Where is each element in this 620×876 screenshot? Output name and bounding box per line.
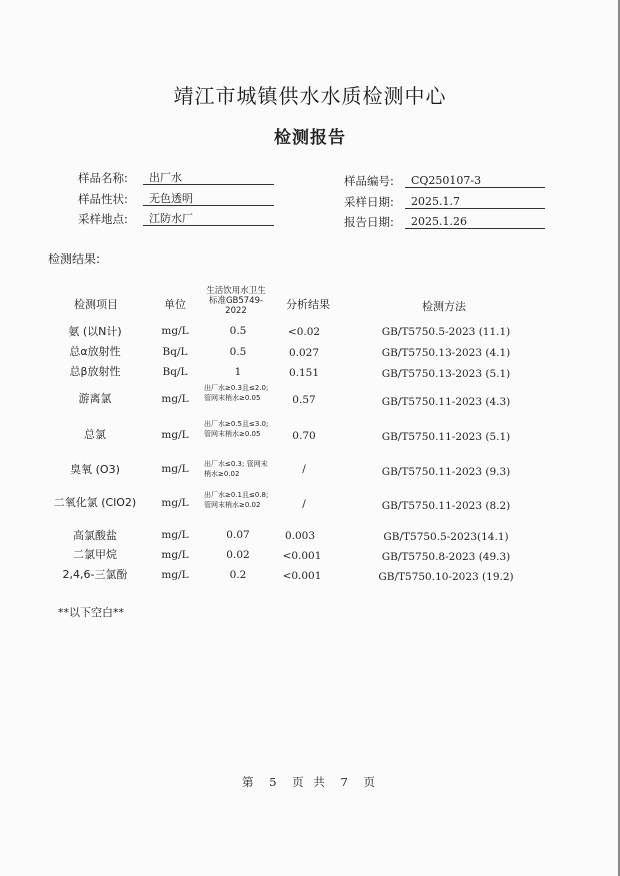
table-row-result: 0.003 bbox=[284, 530, 316, 542]
header-item: 检测项目 bbox=[74, 298, 118, 311]
table-row-method: GB/T5750.5-2023 (11.1) bbox=[381, 326, 511, 338]
organization-title: 靖江市城镇供水水质检测中心 bbox=[173, 84, 447, 108]
table-row-unit: mg/L bbox=[161, 529, 189, 541]
header-unit: 单位 bbox=[164, 298, 186, 311]
table-row-item: 2,4,6-三氯酚 bbox=[62, 568, 128, 581]
table-row-result: 0.70 bbox=[292, 430, 316, 442]
table-row-method: GB/T5750.13-2023 (5.1) bbox=[381, 368, 511, 380]
table-row-item: 氨 (以N计) bbox=[68, 325, 122, 338]
table-row-result: <0.001 bbox=[282, 570, 322, 582]
sample-no-label: 样品编号: bbox=[344, 174, 394, 188]
table-row-standard: 1 bbox=[234, 366, 242, 378]
sample-site-value: 江防水厂 bbox=[143, 211, 274, 226]
sample-name-label: 样品名称: bbox=[78, 171, 128, 185]
table-row-result: <0.001 bbox=[282, 550, 322, 562]
header-result: 分析结果 bbox=[286, 298, 330, 311]
sample-site-label: 采样地点: bbox=[78, 212, 128, 226]
table-row-method: GB/T5750.13-2023 (4.1) bbox=[381, 347, 511, 359]
table-row-standard: 出厂水≥0.3且≤2.0; 管网末梢水≥0.05 bbox=[204, 384, 269, 402]
table-row-item: 二氯甲烷 bbox=[73, 548, 117, 561]
table-row-unit: Bq/L bbox=[162, 366, 188, 378]
page-number: 5 bbox=[269, 775, 280, 789]
sample-state-value: 无色透明 bbox=[143, 191, 274, 206]
report-date-label: 报告日期: bbox=[344, 215, 394, 229]
sample-no-value: CQ250107-3 bbox=[405, 173, 545, 188]
table-row-method: GB/T5750.11-2023 (8.2) bbox=[381, 500, 511, 512]
table-row-standard: 0.5 bbox=[229, 325, 247, 337]
sample-state-label: 样品性状: bbox=[78, 192, 128, 206]
page-total: 7 bbox=[340, 775, 351, 789]
header-standard: 生活饮用水卫生标准GB5749-2022 bbox=[206, 286, 266, 316]
table-row-standard: 0.2 bbox=[229, 569, 247, 581]
table-row-standard: 0.07 bbox=[226, 529, 250, 541]
table-row-method: GB/T5750.11-2023 (4.3) bbox=[381, 396, 511, 408]
table-row-unit: Bq/L bbox=[162, 346, 188, 358]
table-row-item: 臭氧 (O3) bbox=[70, 463, 120, 476]
table-row-standard: 出厂水≤0.3; 管网末梢水≥0.02 bbox=[204, 460, 268, 478]
table-row-method: GB/T5750.11-2023 (5.1) bbox=[381, 431, 511, 443]
table-row-item: 游离氯 bbox=[78, 392, 112, 405]
page-suffix: 页 bbox=[363, 775, 378, 789]
table-row-item: 二氧化氯 (ClO2) bbox=[53, 496, 137, 509]
table-row-item: 总α放射性 bbox=[69, 345, 121, 358]
table-row-result: 0.027 bbox=[288, 347, 320, 359]
report-title: 检测报告 bbox=[274, 128, 346, 148]
sample-date-label: 采样日期: bbox=[344, 195, 394, 209]
table-row-result: 0.151 bbox=[288, 367, 320, 379]
table-row-method: GB/T5750.11-2023 (9.3) bbox=[381, 466, 511, 478]
page-prefix: 第 bbox=[242, 775, 257, 789]
table-row-method: GB/T5750.10-2023 (19.2) bbox=[378, 571, 514, 583]
sample-name-value: 出厂水 bbox=[143, 170, 274, 185]
table-row-unit: mg/L bbox=[161, 429, 189, 441]
table-row-item: 总氯 bbox=[84, 428, 106, 441]
sample-date-value: 2025.1.7 bbox=[405, 194, 545, 209]
table-row-unit: mg/L bbox=[161, 393, 189, 405]
table-row-unit: mg/L bbox=[161, 325, 189, 337]
table-row-standard: 出厂水≥0.1且≤0.8; 管网末梢水≥0.02 bbox=[204, 491, 269, 509]
table-row-unit: mg/L bbox=[161, 549, 189, 561]
report-date-value: 2025.1.26 bbox=[405, 214, 545, 229]
table-row-result: 0.57 bbox=[292, 394, 316, 406]
table-row-unit: mg/L bbox=[161, 569, 189, 581]
table-row-item: 总β放射性 bbox=[69, 365, 121, 378]
header-method: 检测方法 bbox=[422, 300, 466, 313]
table-row-standard: 0.5 bbox=[229, 346, 247, 358]
table-row-result: <0.02 bbox=[287, 326, 321, 338]
table-row-standard: 出厂水≥0.5且≤3.0; 管网末梢水≥0.05 bbox=[204, 420, 269, 438]
table-row-result: / bbox=[302, 498, 306, 510]
table-row-unit: mg/L bbox=[161, 463, 189, 475]
table-row-unit: mg/L bbox=[161, 497, 189, 509]
page-mid: 页 共 bbox=[292, 775, 328, 789]
table-row-item: 高氯酸盐 bbox=[73, 529, 117, 542]
table-row-method: GB/T5750.5-2023(14.1) bbox=[383, 531, 509, 543]
blank-note: **以下空白** bbox=[58, 606, 124, 619]
results-section-label: 检测结果: bbox=[48, 252, 101, 266]
table-row-method: GB/T5750.8-2023 (49.3) bbox=[381, 551, 511, 563]
table-row-result: / bbox=[302, 463, 306, 475]
page-footer bbox=[0, 774, 620, 790]
table-row-standard: 0.02 bbox=[226, 549, 250, 561]
